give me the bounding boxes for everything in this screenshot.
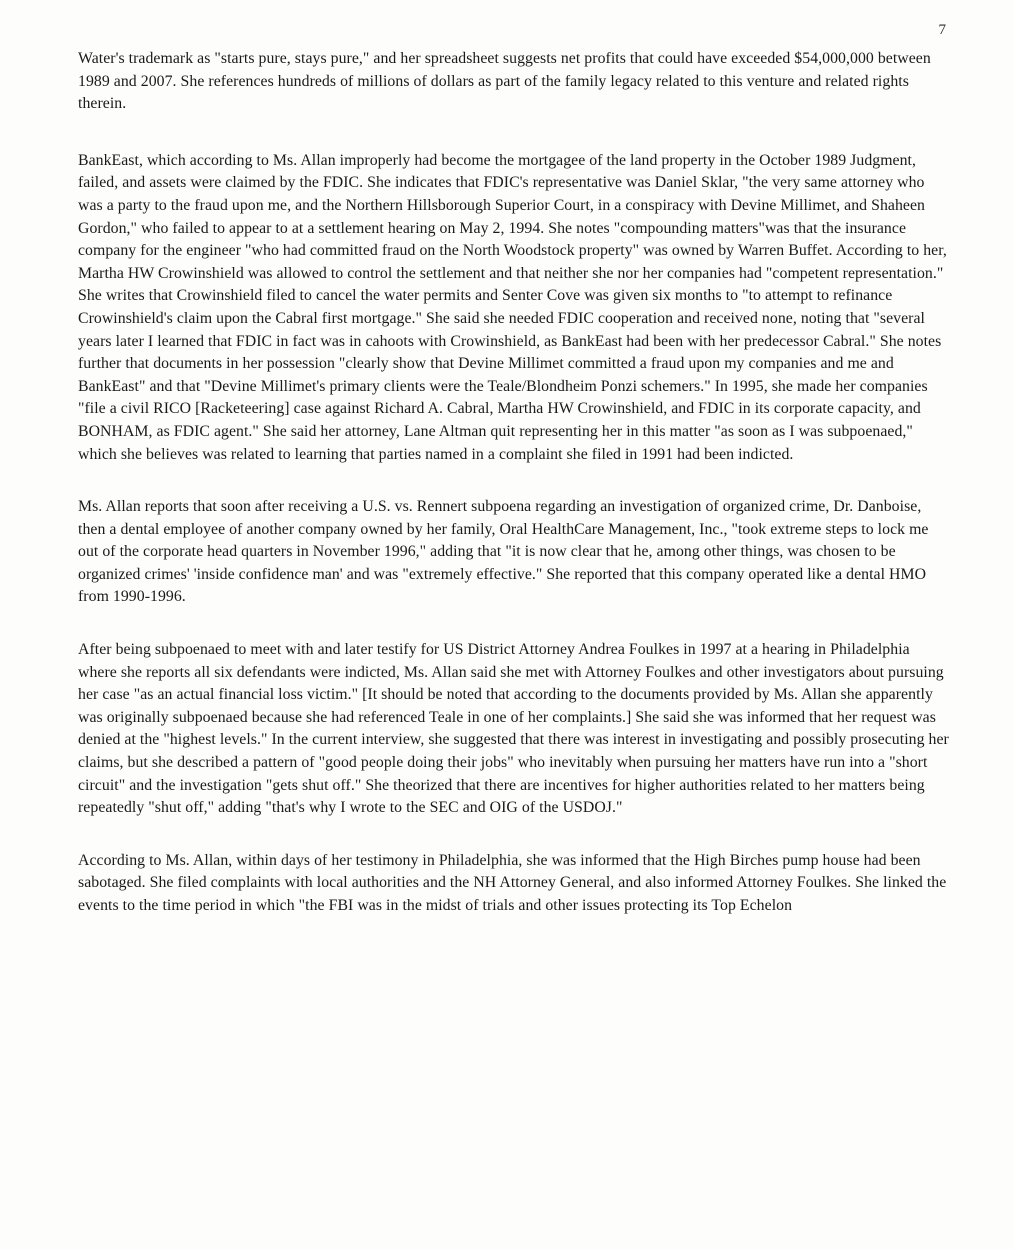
page-number: 7 — [938, 22, 946, 38]
paragraph: According to Ms. Allan, within days of her testimony in Philadelphia, she was informed that the High Birches pump house had been sabotaged. She filed complaints with local authorities and the NH Attorney General, and also informed Attorney Foulkes. She linked the events to the time period in which "the FBI was in the midst of trials and other issues protecting its Top Echelon — [78, 851, 947, 914]
paragraph: After being subpoenaed to meet with and later testify for US District Attorney Andrea Foulkes in 1997 at a hearing in Philadelphia where she reports all six defendants were indicted, Ms. Allan said she met with Attorney Foulkes and other investigators about pursuing her case "as an actual financial loss victim." [It should be noted that according to the documents provided by Ms. Allan she apparently was originally subpoenaed because she had referenced Teale in one of her complaints.] She said she was informed that her request was denied at the "highest levels." In the current interview, she suggested that there was interest in investigating and possibly prosecuting her claims, but she described a pattern of "good people doing their jobs" who inevitably when pursuing her matters have run into a "short circuit" and the investigation "gets shut off." She theorized that there are incentives for higher authorities related to her matters being repeatedly "shut off," adding "that's why I wrote to the SEC and OIG of the USDOJ." — [78, 641, 949, 817]
paragraph: Water's trademark as "starts pure, stays pure," and her spreadsheet suggests net profits that could have exceeded $54,000,000 between 1989 and 2007. She references hundreds of millions of dollars as part of the family legacy related to this venture and related rights therein. — [78, 50, 931, 113]
paragraph: Ms. Allan reports that soon after receiving a U.S. vs. Rennert subpoena regarding an investigation of organized crime, Dr. Danboise, then a dental employee of another company owned by her family, Oral HealthCare Management, Inc., "took extreme steps to lock me out of the corporate head quarters in November 1996," adding that "it is now clear that he, among other things, was chosen to be organized crimes' 'inside confidence man' and was "extremely effective." She reported that this company operated like a dental HMO from 1990-1996. — [78, 498, 929, 606]
document-body — [78, 48, 950, 948]
paragraph: BankEast, which according to Ms. Allan improperly had become the mortgagee of the land property in the October 1989 Judgment, failed, and assets were claimed by the FDIC. She indicates that FDIC's representative was Daniel Sklar, "the very same attorney who was a party to the fraud upon me, and the Northern Hillsborough Superior Court, in a conspiracy with Devine Millimet, and Shaheen Gordon," who failed to appear to at a settlement hearing on May 2, 1994. She notes "compounding matters"was that the insurance company for the engineer "who had committed fraud on the North Woodstock property" was owned by Warren Buffet. According to her, Martha HW Crowinshield was allowed to control the settlement and that neither she nor her companies had "competent representation." She writes that Crowinshield filed to cancel the water permits and Senter Cove was given six months to "to attempt to refinance Crowinshield's claim upon the Cabral first mortgage." She said she needed FDIC cooperation and received none, noting that "several years later I learned that FDIC in fact was in cahoots with Crowinshield, as BankEast had been with her predecessor Cabral." She notes further that documents in her possession "clearly show that Devine Millimet committed a fraud upon my companies and me and BankEast" and that "Devine Millimet's primary clients were the Teale/Blondheim Ponzi schemers." In 1995, she made her companies "file a civil RICO [Racketeering] case against Richard A. Cabral, Martha HW Crowinshield, and FDIC in its corporate capacity, and BONHAM, as FDIC agent." She said her attorney, Lane Altman quit representing her in this matter "as soon as I was subpoenaed," which she believes was related to learning that parties named in a complaint she filed in 1991 had been indicted. — [78, 151, 947, 463]
